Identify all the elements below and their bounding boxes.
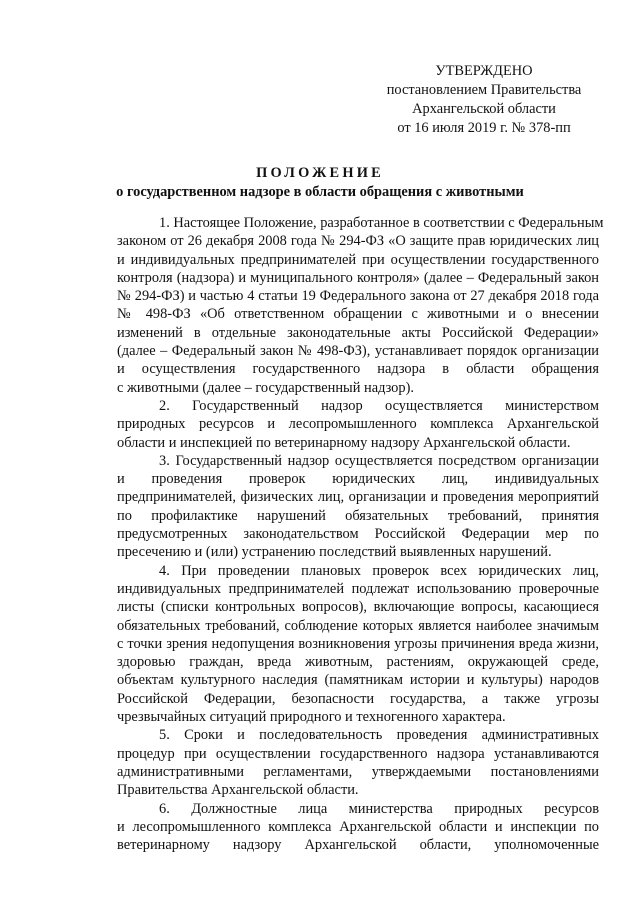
approval-line: от 16 июля 2019 г. № 378-пп — [397, 120, 571, 136]
approval-stamp — [370, 62, 598, 138]
body-line: и индивидуальных предпринимателей при осуществлении государственного — [117, 251, 599, 268]
body-line: ветеринарному надзору Архангельской области, уполномоченные — [117, 837, 599, 854]
body-line: и лесопромышленного комплекса Архангельской области и инспекции по — [117, 818, 599, 835]
body-line: предусмотренных законодательством Российской Федерации мер по — [117, 526, 599, 543]
body-line: и проведения проверок юридических лиц, индивидуальных — [117, 471, 599, 488]
approval-line: УТВЕРЖДЕНО — [435, 63, 533, 79]
body-line: пресечению и (или) устранению последствий выявленных нарушений. — [117, 544, 552, 561]
body-line: с точки зрения недопущения возникновения угрозы причинения вреда жизни, — [117, 635, 599, 652]
body-line: с животными (далее – государственный надзор). — [117, 379, 414, 396]
body-line: 6. Должностные лица министерства природных ресурсов — [159, 800, 599, 817]
body-line: и осуществления государственного надзора в области обращения — [117, 361, 599, 378]
body-line: административными регламентами, утверждаемыми постановлениями — [117, 763, 599, 780]
approval-line: постановлением Правительства — [386, 82, 582, 98]
body-line: здоровью граждан, вреда животным, растениям, окружающей среде, — [117, 654, 599, 671]
body-line: 4. При проведении плановых проверок всех юридических лиц, — [159, 562, 599, 579]
body-line: природных ресурсов и лесопромышленного комплекса Архангельской — [117, 416, 599, 433]
body-line: предпринимателей, физических лиц, организации и проведения мероприятий — [117, 489, 599, 506]
body-line: 5. Сроки и последовательность проведения административных — [159, 727, 599, 744]
body-line: обязательных требований, соблюдение которых является наиболее значимым — [117, 617, 599, 634]
body-line: Правительства Архангельской области. — [117, 782, 359, 799]
body-line: области и инспекцией по ветеринарному надзору Архангельской области. — [117, 434, 571, 451]
body-line: индивидуальных предпринимателей подлежат использованию проверочные — [117, 580, 599, 597]
body-line: процедур при осуществлении государственного надзора устанавливаются — [117, 745, 599, 762]
body-line: объектам культурного наследия (памятникам истории и культуры) народов — [117, 672, 599, 689]
approval-line: Архангельской области — [412, 101, 556, 117]
body-line: 2. Государственный надзор осуществляется министерством — [159, 397, 599, 414]
body-line: изменений в отдельные законодательные акты Российской Федерации» — [117, 324, 599, 341]
title-subtitle: о государственном надзоре в области обращения с животными — [116, 184, 524, 200]
body-line: 1. Настоящее Положение, разработанное в соответствии с Федеральным — [159, 215, 604, 231]
title-heading: ПОЛОЖЕНИЕ — [256, 165, 384, 181]
document-body — [117, 214, 604, 854]
body-line: Российской Федерации, безопасности государства, а также угрозы — [117, 690, 599, 707]
document-title — [0, 164, 640, 202]
body-line: № 498-ФЗ «Об ответственном обращении с животными и о внесении — [117, 306, 599, 323]
body-line: контроля (надзора) и муниципального контроля» (далее – Федеральный закон — [117, 269, 599, 286]
body-line: (далее – Федеральный закон № 498-ФЗ), устанавливает порядок организации — [117, 343, 599, 360]
body-line: чрезвычайных ситуаций природного и техногенного характера. — [117, 709, 506, 726]
body-line: законом от 26 декабря 2008 года № 294-ФЗ «О защите прав юридических лиц — [117, 233, 599, 250]
body-line: листы (списки контрольных вопросов), включающие вопросы, касающиеся — [117, 599, 599, 616]
body-line: № 294-ФЗ) и частью 4 статьи 19 Федерального закона от 27 декабря 2018 года — [117, 288, 599, 305]
body-line: по профилактике нарушений обязательных требований, принятия — [117, 507, 599, 524]
body-line: 3. Государственный надзор осуществляется посредством организации — [159, 452, 599, 469]
